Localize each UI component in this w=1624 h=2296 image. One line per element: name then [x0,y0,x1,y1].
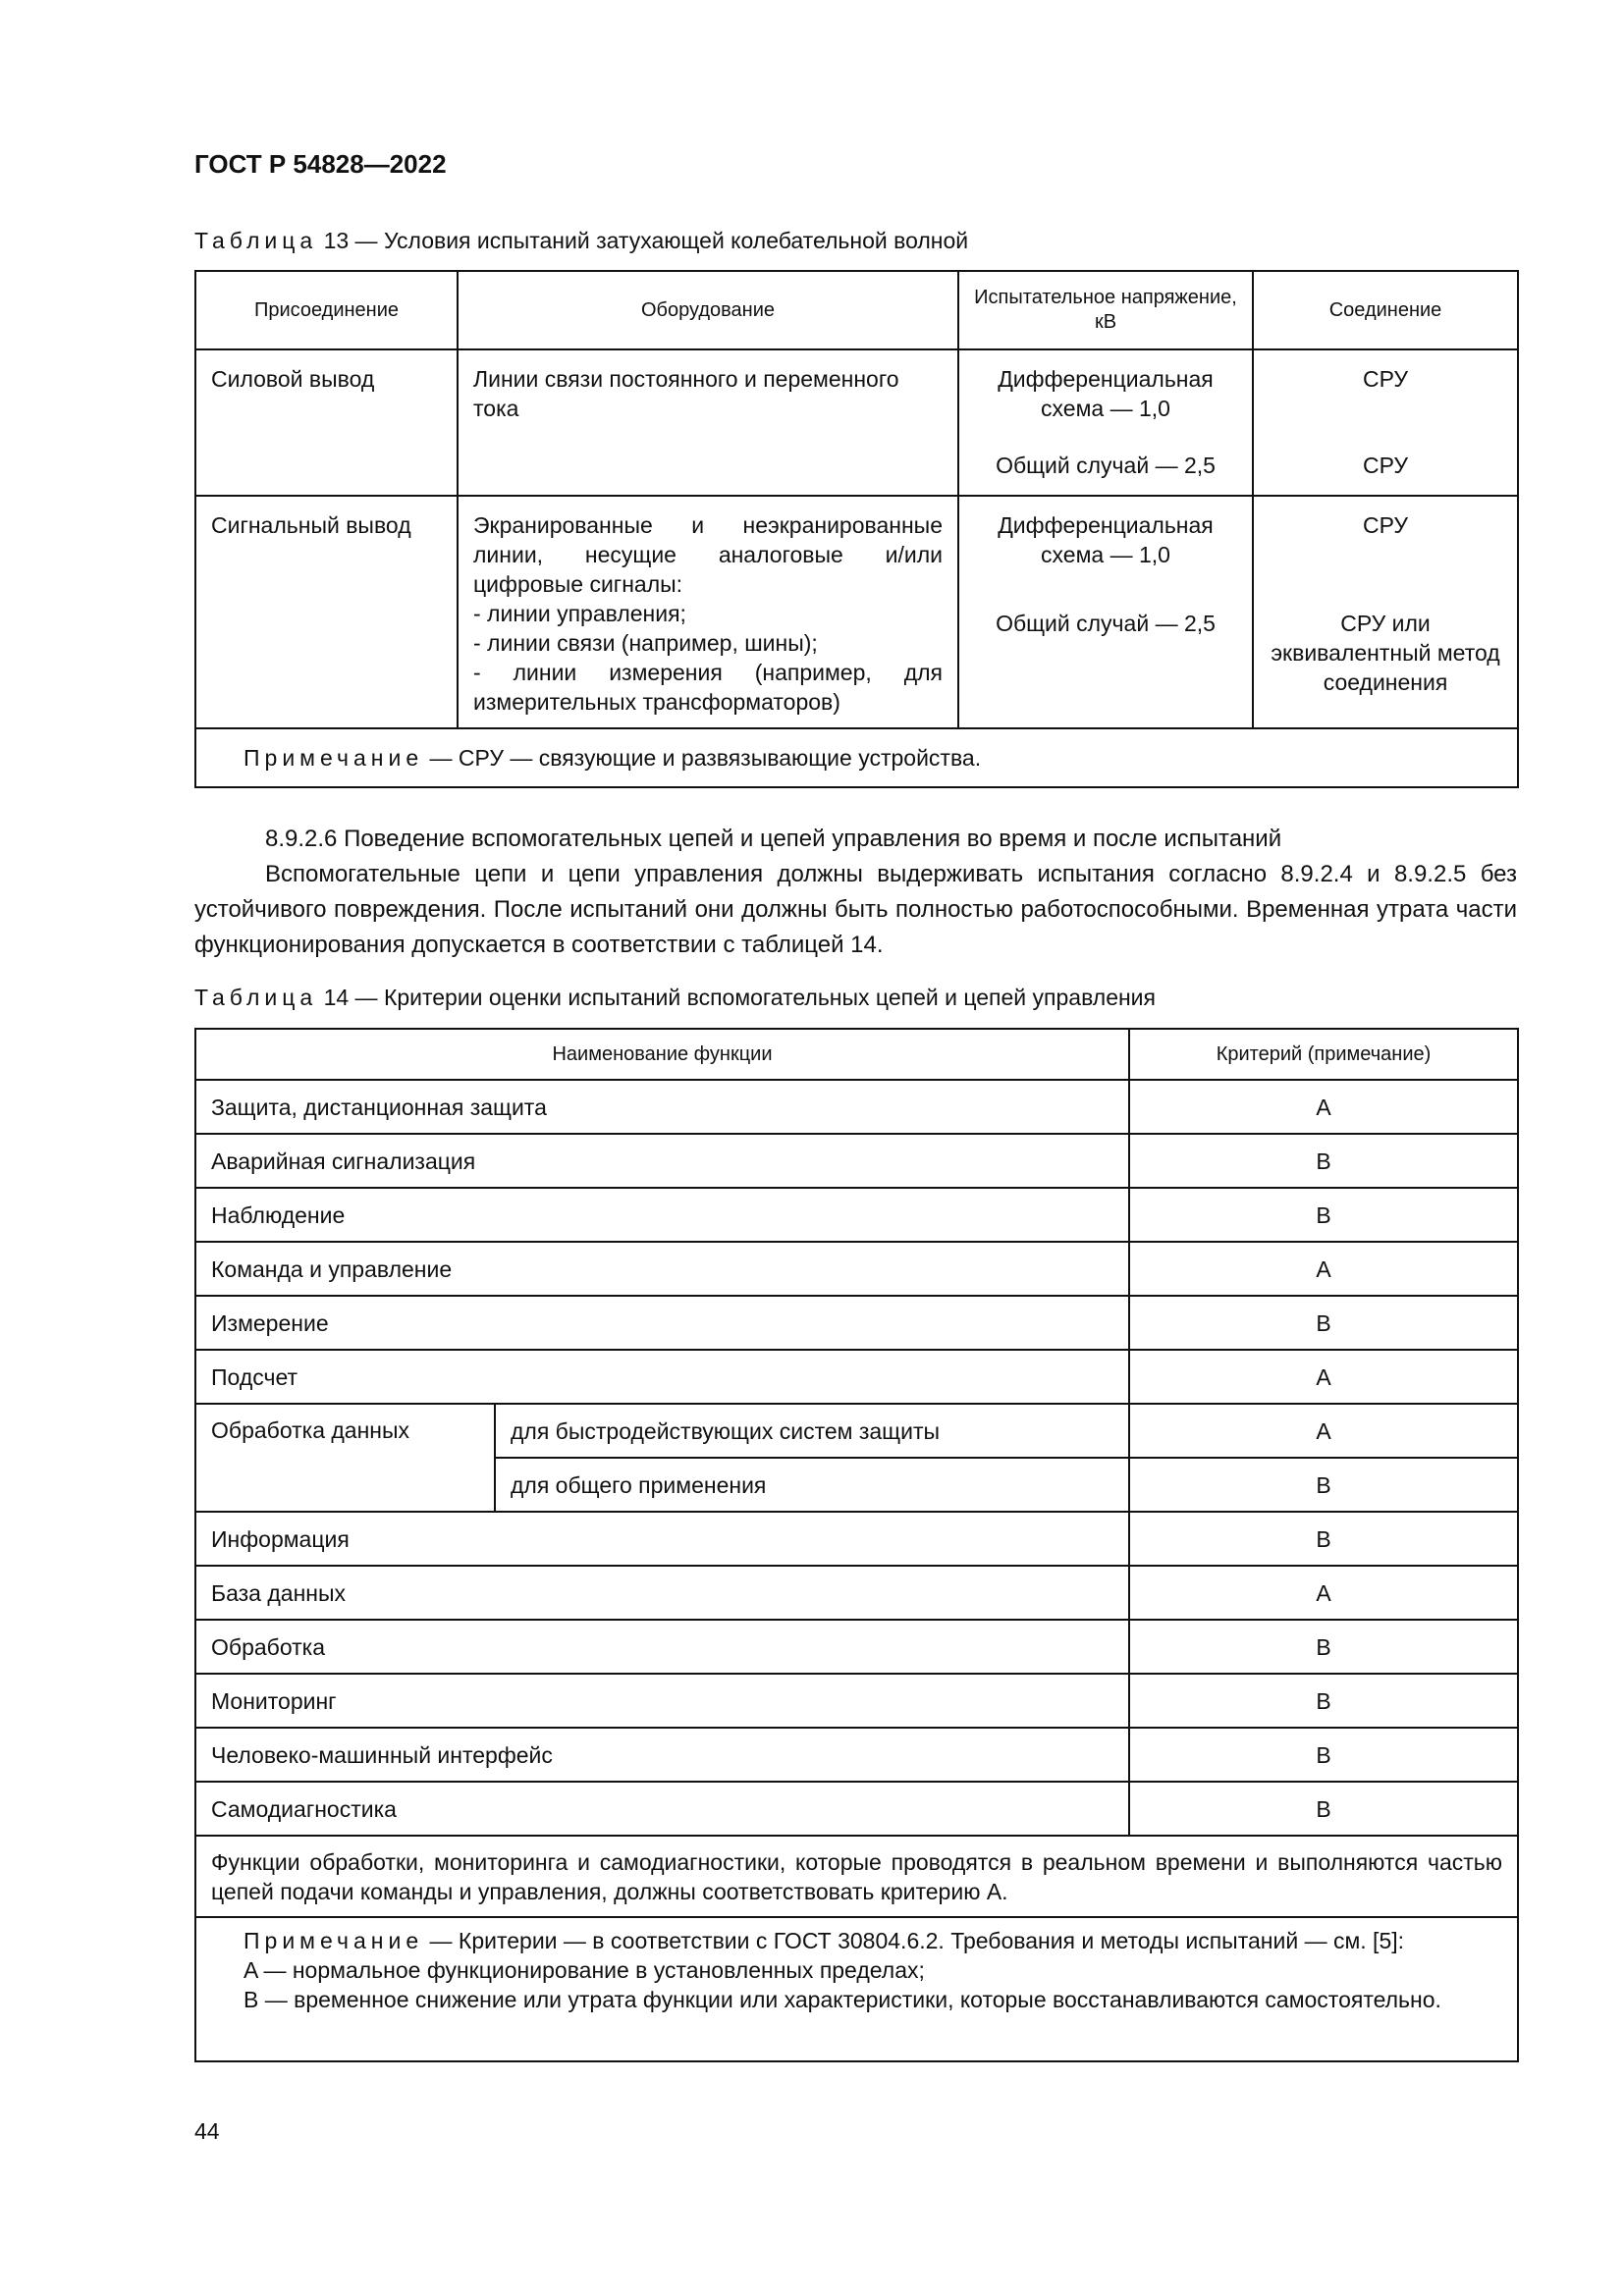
page-number: 44 [194,2118,220,2144]
table-row [195,1188,1518,1242]
caption-text: 14 — Критерии оценки испытаний вспомогательных цепей и цепей управления [317,985,1156,1010]
caption-prefix: Таблица [194,985,318,1010]
table-13 [194,270,1519,788]
equipment-cell [458,496,958,728]
note-prefix: Примечание [244,1928,424,1953]
table-row [195,1512,1518,1566]
caption-prefix: Таблица [194,228,318,253]
criterion: B [1129,1188,1518,1242]
join-value: СРУ [1362,366,1409,392]
caption-text: 13 — Условия испытаний затухающей колебательной волной [317,228,969,253]
note-prefix: Примечание [244,745,424,771]
join-value: СРУ или эквивалентный метод соединения [1271,611,1500,695]
table-row [195,1296,1518,1350]
table14-note [195,1917,1518,2061]
function-name: Информация [195,1512,1129,1566]
column-header: Испытательное напряжение, кВ [958,271,1253,349]
criterion: A [1129,1404,1518,1458]
table-row [195,1134,1518,1188]
table-row [195,1242,1518,1296]
connection-cell: Силовой вывод [195,349,458,496]
criterion: A [1129,1566,1518,1620]
sub-function-name: для общего применения [495,1458,1129,1512]
column-header: Соединение [1253,271,1518,349]
connection-cell: Сигнальный вывод [195,496,458,728]
criterion: B [1129,1296,1518,1350]
function-name: Наблюдение [195,1188,1129,1242]
table-row [195,1728,1518,1782]
table14-caption [194,985,1156,1011]
section-heading: 8.9.2.6 Поведение вспомогательных цепей и цепей управления во время и после испытаний [265,826,1282,852]
voltage-value: Дифференциальная схема — 1,0 [998,366,1214,421]
equipment-text: Экранированные и неэкранированные линии, несущие аналоговые и/или цифровые сигналы: [473,512,943,597]
column-header: Присоединение [195,271,458,349]
table-row [195,1674,1518,1728]
table-14 [194,1028,1519,2062]
voltage-value: Дифференциальная схема — 1,0 [998,512,1214,567]
voltage-cell [958,496,1253,728]
criterion: A [1129,1080,1518,1134]
column-header: Критерий (примечание) [1129,1029,1518,1080]
column-header: Оборудование [458,271,958,349]
list-item: - линии управления; [473,601,686,626]
equipment-cell: Линии связи постоянного и переменного тока [458,349,958,496]
section-body: Вспомогательные цепи и цепи управления должны выдерживать испытания согласно 8.9.2.4 и 8.9.2.5 без устойчивого повреждения. После испытаний они должны быть полностью работоспособными. Временная утрата части функционирования допускается в соответствии с таблицей 14. [194,861,1517,958]
table13-caption [194,228,968,254]
note-criterion-a: A — нормальное функционирование в установленных пределах; [244,1957,925,1983]
note-criterion-b: B — временное снижение или утрата функции или характеристики, которые восстанавливаются самостоятельно. [244,1987,1441,2012]
list-item: - линии связи (например, шины); [473,630,818,656]
voltage-value: Общий случай — 2,5 [996,453,1216,478]
column-header: Наименование функции [195,1029,1129,1080]
table-row [195,1782,1518,1836]
function-name: Обработка данных [195,1404,495,1512]
function-name: Команда и управление [195,1242,1129,1296]
list-item: - линии измерения (например, для измерительных трансформаторов) [473,660,943,715]
function-name: Обработка [195,1620,1129,1674]
table-row [195,1566,1518,1620]
table-row [195,349,1518,496]
function-name: Подсчет [195,1350,1129,1404]
table-row [195,1350,1518,1404]
table-row [195,496,1518,728]
criterion: B [1129,1728,1518,1782]
function-name: Самодиагностика [195,1782,1129,1836]
criterion: B [1129,1782,1518,1836]
criterion: B [1129,1458,1518,1512]
function-name: Мониторинг [195,1674,1129,1728]
function-name: Аварийная сигнализация [195,1134,1129,1188]
criterion: B [1129,1620,1518,1674]
function-name: База данных [195,1566,1129,1620]
function-name: Человеко-машинный интерфейс [195,1728,1129,1782]
function-name: Защита, дистанционная защита [195,1080,1129,1134]
note-text: — Критерии — в соответствии с ГОСТ 30804.6.2. Требования и методы испытаний — см. [5]: [423,1928,1405,1953]
criterion: B [1129,1674,1518,1728]
voltage-cell [958,349,1253,496]
criterion: B [1129,1134,1518,1188]
table14-footer-text: Функции обработки, мониторинга и самодиагностики, которые проводятся в реальном времени и выполняются частью цепей подачи команды и управления, должны соответствовать критерию A. [195,1836,1518,1917]
join-cell [1253,349,1518,496]
voltage-value: Общий случай — 2,5 [996,611,1216,636]
join-value: СРУ [1362,453,1409,478]
criterion: A [1129,1242,1518,1296]
criterion: B [1129,1512,1518,1566]
join-cell [1253,496,1518,728]
function-name: Измерение [195,1296,1129,1350]
sub-function-name: для быстродействующих систем защиты [495,1404,1129,1458]
join-value: СРУ [1362,512,1409,538]
criterion: A [1129,1350,1518,1404]
note-text: — СРУ — связующие и развязывающие устройства. [423,745,982,771]
document-id: ГОСТ Р 54828—2022 [194,149,447,179]
table13-note [195,728,1518,787]
table-row [195,1404,1518,1458]
table-row [195,1080,1518,1134]
table-row [195,1620,1518,1674]
